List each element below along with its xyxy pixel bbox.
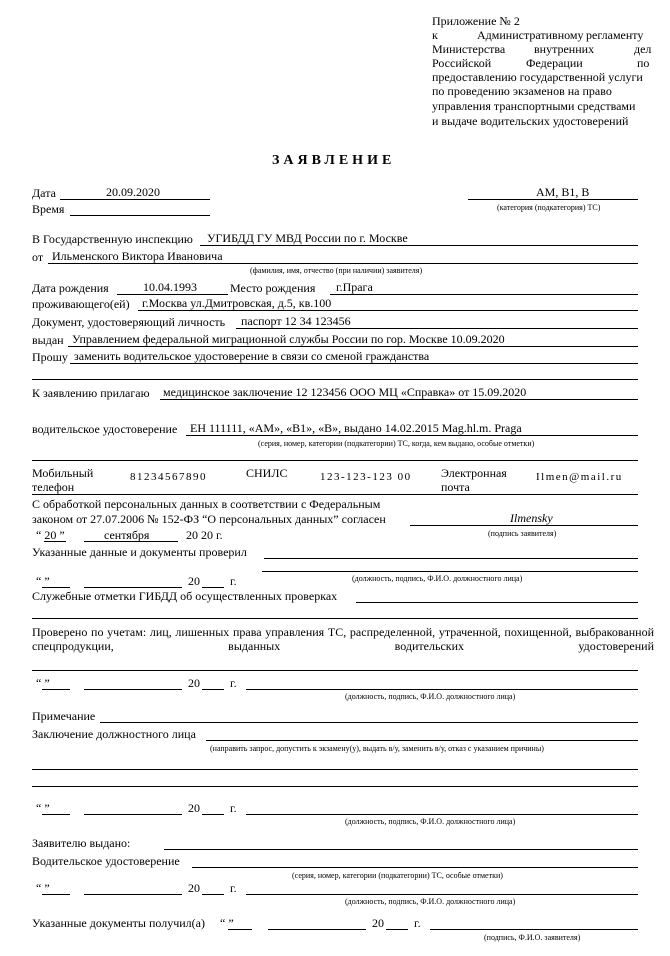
email-label-1: Электронная [441, 466, 507, 480]
appendix-line-4c: по [637, 56, 650, 70]
date-blank-2-day-line [42, 689, 70, 690]
service-marks-line-2 [32, 618, 638, 619]
category-field[interactable]: AM, B1, B [536, 185, 590, 199]
date-blank-2-month-line [84, 689, 182, 690]
contacts-bottom-line [32, 494, 638, 495]
request-field[interactable]: заменить водительское удостоверение в связи со сменой гражданства [74, 349, 430, 363]
appendix-line-7: управления транспортными средствами [432, 99, 636, 113]
official-1-caption: (должность, подпись, Ф.И.О. должностного лица) [352, 574, 523, 583]
date-blank-2-g: г. [230, 676, 237, 690]
date-blank-3-day-line [42, 814, 70, 815]
from-field[interactable]: Ильменского Виктора Ивановича [52, 249, 223, 263]
conclusion-line-3 [32, 786, 638, 787]
consent-date-month[interactable]: сентября [104, 528, 150, 542]
date-blank-1-g: г. [230, 574, 237, 588]
note-label: Примечание [32, 709, 96, 723]
received-day-line [228, 929, 252, 930]
birth-date-label: Дата рождения [32, 281, 109, 295]
signature-line [410, 525, 638, 526]
from-line [48, 263, 638, 264]
fio-caption: (фамилия, имя, отчество (при наличии) заявителя) [250, 266, 423, 275]
appendix-line-5: предоставлению государственной услуги [432, 70, 643, 84]
official-3-caption: (должность, подпись, Ф.И.О. должностного лица) [345, 817, 516, 826]
mobile-field[interactable]: 81234567890 [130, 471, 207, 483]
verified-line [32, 670, 638, 671]
inspection-field[interactable]: УГИБДД ГУ МВД России по г. Москве [207, 231, 408, 245]
official-1-line [262, 571, 638, 572]
appendix-line-4b: Федерации [526, 56, 583, 70]
request-line [70, 363, 638, 364]
request-label: Прошу [32, 350, 68, 364]
service-marks-label: Служебные отметки ГИБДД об осуществленных проверках [32, 589, 338, 603]
consent-date-day-line [44, 541, 66, 542]
consent-date-year[interactable]: 20 20 г. [186, 528, 223, 542]
checked-label: Указанные данные и документы проверил [32, 545, 247, 559]
inspection-line [200, 245, 638, 246]
date-blank-1-20: 20 [188, 574, 200, 588]
time-line [70, 215, 210, 216]
appendix-line-2c: регламенту [586, 28, 644, 42]
from-label: от [32, 250, 44, 264]
consent-date-day[interactable]: “ 20 ” [36, 528, 65, 542]
date-blank-4-q[interactable]: “ ” [36, 881, 50, 895]
id-doc-field[interactable]: паспорт 12 34 123456 [241, 314, 351, 328]
email-field[interactable]: Ilmen@mail.ru [536, 471, 623, 483]
date-label: Дата [32, 186, 56, 200]
consent-line-1: С обработкой персональных данных в соответствии с Федеральным [32, 497, 381, 511]
received-label: Указанные документы получил(а) [32, 916, 205, 930]
date-blank-2-20: 20 [188, 676, 200, 690]
snils-label: СНИЛС [246, 466, 288, 480]
birth-date-field[interactable]: 10.04.1993 [143, 280, 197, 294]
request-line-2 [32, 379, 638, 380]
conclusion-caption: (направить запрос, допустить к экзамену(у), выдать в/у, заменить в/у, отказ с указанием причины) [210, 744, 544, 753]
date-blank-1-month-line [84, 587, 182, 588]
birth-date-line [117, 294, 228, 295]
id-doc-label: Документ, удостоверяющий личность [32, 315, 226, 329]
appendix-line-1: Приложение № 2 [432, 14, 520, 28]
license-line [186, 435, 638, 436]
verified-text: Проверено по учетам: лиц, лишенных права управления ТС, распределенной, утраченной, похищенной, выбракованной спецпродукции, выданных водительских удостоверений [32, 625, 654, 653]
checked-line [264, 558, 638, 559]
official-2-caption: (должность, подпись, Ф.И.О. должностного лица) [345, 692, 516, 701]
date-blank-3-g: г. [230, 801, 237, 815]
license-label: водительское удостоверение [32, 422, 178, 436]
birth-place-line [330, 294, 638, 295]
conclusion-line [206, 740, 638, 741]
date-field[interactable]: 20.09.2020 [106, 185, 160, 199]
appendix-line-8: и выдаче водительских удостоверений [432, 114, 629, 128]
service-marks-line [356, 602, 638, 603]
date-line [60, 199, 210, 200]
received-sign-line [430, 929, 638, 930]
category-caption: (категория (подкатегория) ТС) [497, 203, 601, 212]
date-blank-4-20: 20 [188, 881, 200, 895]
appendix-line-4a: Российской [432, 56, 492, 70]
date-blank-3-month-line [84, 814, 182, 815]
issued-to-label: Заявителю выдано: [32, 836, 131, 850]
email-label-2: почта [441, 480, 470, 494]
inspection-label: В Государственную инспекцию [32, 232, 193, 246]
consent-line-2: законом от 27.07.2006 № 152-ФЗ “О персональных данных” согласен [32, 512, 386, 526]
appendix-line-2a: к [432, 28, 438, 42]
received-date-q[interactable]: “ ” [220, 916, 234, 930]
date-blank-4-g: г. [230, 881, 237, 895]
received-month-line [268, 929, 366, 930]
date-blank-3-year-line [202, 814, 224, 815]
date-blank-4-year-line [202, 894, 224, 895]
date-blank-4-day-line [42, 894, 70, 895]
date-blank-4-month-line [84, 894, 182, 895]
contacts-top-line [32, 460, 638, 461]
appendix-line-3c: дел [634, 42, 652, 56]
applicant-sign-caption: (подпись заявителя) [488, 529, 557, 538]
attach-field[interactable]: медицинское заключение 12 123456 ООО МЦ «Справка» от 15.09.2020 [163, 385, 527, 399]
attach-line [160, 399, 638, 400]
signature-field[interactable]: Ilmensky [510, 511, 553, 525]
appendix-line-3b: внутренних [534, 42, 595, 56]
official-4-caption: (должность, подпись, Ф.И.О. должностного лица) [345, 897, 516, 906]
appendix-line-3a: Министерства [432, 42, 506, 56]
date-blank-3-q[interactable]: “ ” [36, 801, 50, 815]
mobile-label-1: Мобильный [32, 466, 94, 480]
appendix-line-2b: Административному [477, 28, 584, 42]
page-title: ЗАЯВЛЕНИЕ [272, 153, 396, 168]
birth-place-label: Место рождения [230, 281, 316, 295]
attach-label: К заявлению прилагаю [32, 386, 150, 400]
appendix-line-6: по проведению экзаменов на право [432, 84, 612, 98]
received-g: г. [414, 916, 421, 930]
issued-line [68, 346, 638, 347]
received-year-line [386, 929, 408, 930]
residence-label: проживающего(ей) [32, 297, 130, 311]
date-blank-1-year-line [202, 587, 224, 588]
snils-field[interactable]: 123-123-123 00 [320, 471, 412, 483]
official-3-line [246, 814, 638, 815]
residence-line [138, 310, 638, 311]
consent-date-month-line [84, 541, 178, 542]
date-blank-2-q[interactable]: “ ” [36, 676, 50, 690]
date-blank-1-q[interactable]: “ ” [36, 574, 50, 588]
official-2-line [246, 689, 638, 690]
date-blank-3-20: 20 [188, 801, 200, 815]
id-doc-line [236, 328, 638, 329]
time-label: Время [32, 202, 65, 216]
license-field[interactable]: ЕН 111111, «AM», «B1», «B», выдано 14.02.2015 Mag.hl.m. Praga [190, 421, 522, 435]
date-blank-2-year-line [202, 689, 224, 690]
conclusion-label: Заключение должностного лица [32, 727, 196, 741]
note-line [100, 722, 638, 723]
conclusion-line-2 [32, 769, 638, 770]
received-20: 20 [372, 916, 384, 930]
issued-license-caption: (серия, номер, категории (подкатегории) ТС, особые отметки) [292, 871, 503, 880]
residence-field[interactable]: г.Москва ул.Дмитровская, д.5, кв.100 [142, 296, 332, 310]
license-caption: (серия, номер, категории (подкатегории) ТС, когда, кем выдано, особые отметки) [258, 439, 535, 448]
date-blank-1-day-line [42, 587, 70, 588]
official-4-line [246, 894, 638, 895]
mobile-label-2: телефон [32, 480, 75, 494]
issued-to-line [164, 849, 638, 850]
category-line [468, 199, 638, 200]
issued-label: выдан [32, 333, 64, 347]
issued-field[interactable]: Управлением федеральной миграционной службы России по гор. Москве 10.09.2020 [72, 332, 505, 346]
issued-license-line [192, 867, 638, 868]
birth-place-field[interactable]: г.Прага [336, 280, 373, 294]
issued-license-label: Водительское удостоверение [32, 854, 180, 868]
received-sign-caption: (подпись, Ф.И.О. заявителя) [484, 933, 581, 942]
